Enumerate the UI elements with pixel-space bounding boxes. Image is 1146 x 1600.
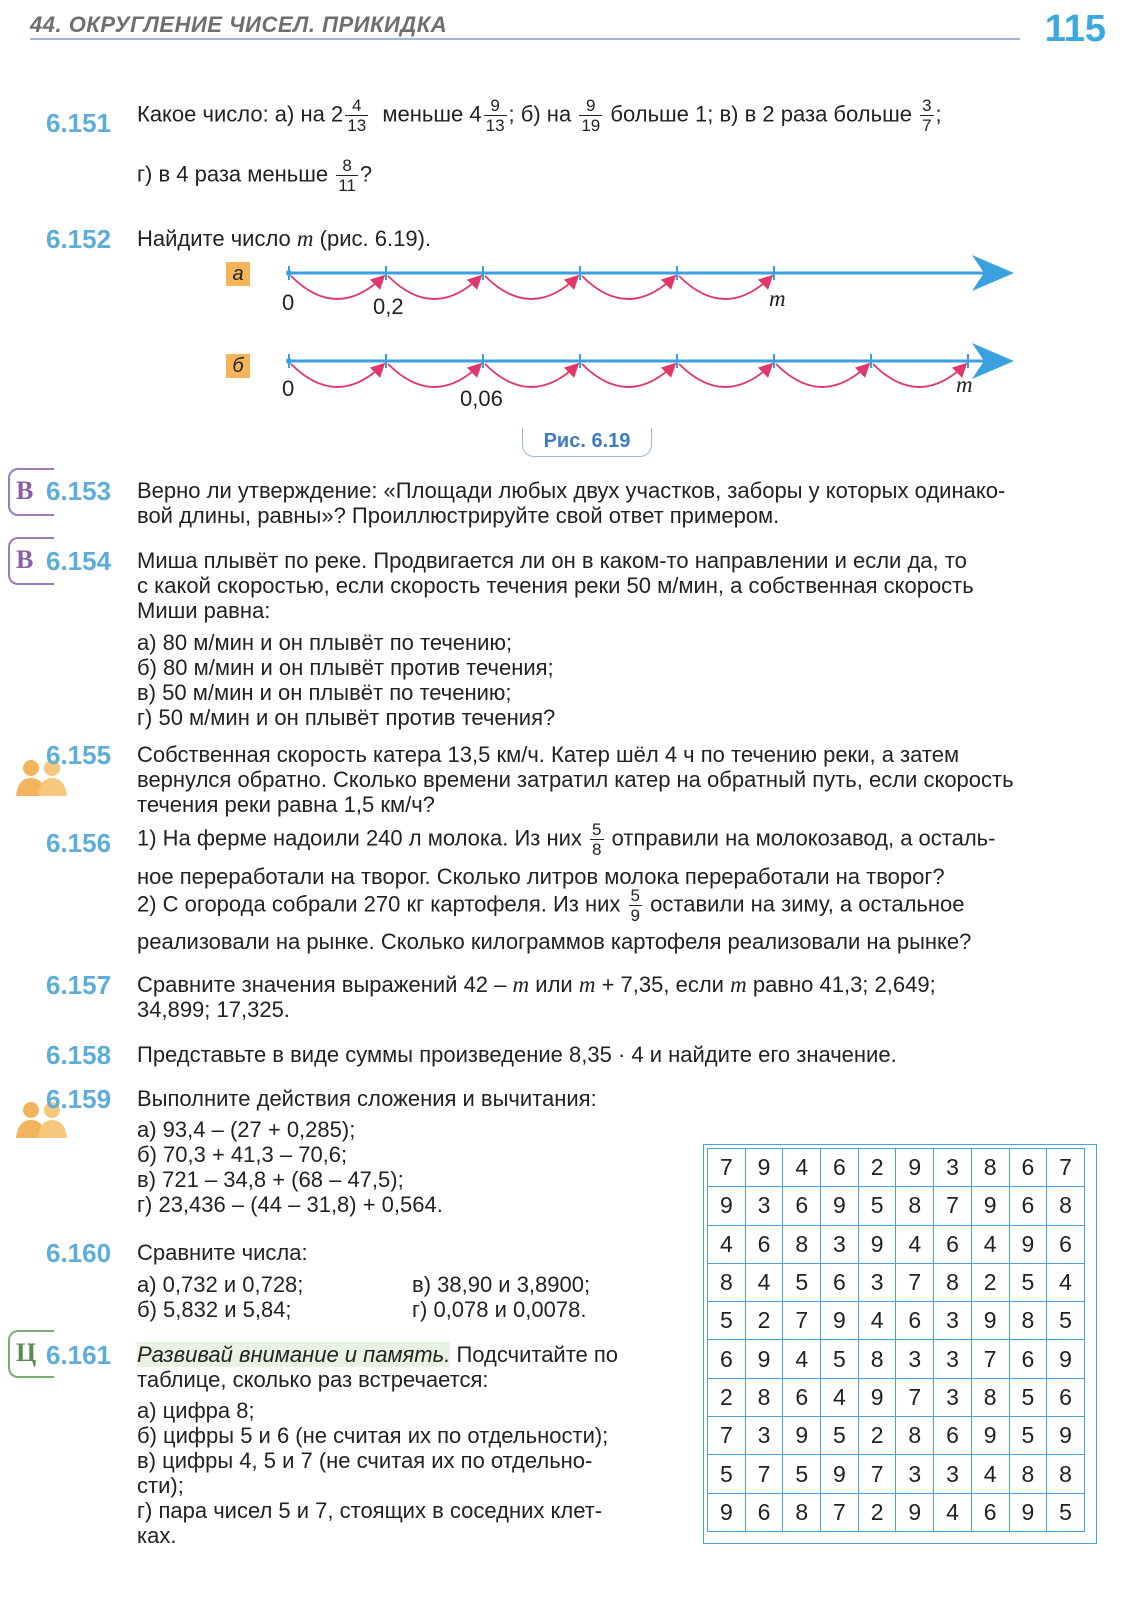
table-cell: 2 — [858, 1493, 896, 1531]
table-cell: 6 — [934, 1417, 972, 1455]
table-row — [708, 1493, 1085, 1531]
tick-label-a: 0,2 — [373, 294, 404, 319]
problem-number: 6.151 — [46, 108, 112, 138]
table-cell: 9 — [821, 1455, 859, 1493]
table-cell: 5 — [783, 1455, 821, 1493]
table-cell: 7 — [745, 1455, 783, 1493]
problem-6160-d: г) 0,078 и 0,0078. — [412, 1297, 587, 1322]
table-row — [708, 1302, 1085, 1340]
table-cell: 9 — [708, 1187, 746, 1225]
table-cell: 2 — [745, 1302, 783, 1340]
table-cell: 9 — [1047, 1417, 1085, 1455]
problem-6156-part2: 2) С огорода собрали 270 кг картофеля. Из них $\frac{5}{9}$ оставили на зиму, а остальное — [137, 886, 965, 925]
problem-number: 6.158 — [46, 1040, 112, 1070]
problem-6160-a: а) 0,732 и 0,728; — [137, 1272, 304, 1297]
table-cell: 3 — [745, 1187, 783, 1225]
table-cell: 9 — [971, 1187, 1009, 1225]
table-cell: 6 — [708, 1340, 746, 1378]
table-row — [708, 1340, 1085, 1378]
table-cell: 6 — [1009, 1340, 1047, 1378]
table-cell: 7 — [821, 1493, 859, 1531]
table-cell: 6 — [1047, 1225, 1085, 1263]
problem-6154-text: Миша плывёт по реке. Продвигается ли он в каком-то направлении и если да, то с какой скоростью, если скорость течения реки 50 м/мин, а собственная скорость Миши равна: а) 80 м/мин и он плывёт по течению; б) 80 м/мин и он плывёт против течения; в) 50 м/мин и он плывёт по течению; г) 50 м/мин и он плывёт против течения? — [137, 548, 974, 730]
fraction: $\frac{4}{13}$ — [347, 96, 367, 135]
page-number: 115 — [1044, 8, 1106, 50]
table-cell: 9 — [1009, 1493, 1047, 1531]
problem-6157-text: Сравните значения выражений 42 – m или m + 7,35, если m равно 41,3; 2,649; 34,899; 17,325. — [137, 972, 936, 1022]
table-row — [708, 1225, 1085, 1263]
table-cell: 6 — [783, 1378, 821, 1416]
problem-number: 6.154 — [46, 546, 112, 576]
table-cell: 7 — [896, 1378, 934, 1416]
table-cell: 8 — [858, 1340, 896, 1378]
arcs-a — [291, 276, 772, 299]
end-label-m-a: m — [769, 286, 786, 311]
table-cell: 9 — [896, 1149, 934, 1187]
problem-6156-part2-cont: реализовали на рынке. Сколько килограммов картофеля реализовали на рынке? — [137, 929, 972, 954]
digit-table — [707, 1148, 1085, 1532]
problem-6161-text: Развивай внимание и память. Подсчитайте по таблице, сколько раз встречается: а) цифра 8; б) цифры 5 и 6 (не считая их по отдельности); в) цифры 4, 5 и 7 (не считая их по отдельно- сти); г) пара чисел 5 и 7, стоящих в соседних клет- ках. — [137, 1342, 619, 1548]
difficulty-badge: В — [8, 468, 54, 516]
problem-number: 6.152 — [46, 224, 112, 254]
fraction: $\frac{5}{9}$ — [630, 886, 641, 925]
table-cell: 3 — [934, 1340, 972, 1378]
table-cell: 6 — [1047, 1378, 1085, 1416]
table-cell: 5 — [708, 1302, 746, 1340]
table-cell: 4 — [708, 1225, 746, 1263]
table-cell: 5 — [708, 1455, 746, 1493]
figure-label-a: а — [226, 262, 250, 286]
figure-label-b: б — [226, 354, 250, 378]
problem-6153-text: Верно ли утверждение: «Площади любых двух участков, заборы у которых одинако- вой длины, равны»? Проиллюстрируйте свой ответ примером. — [137, 478, 1006, 528]
table-cell: 6 — [896, 1302, 934, 1340]
problem-6156-part1-cont: ное переработали на творог. Сколько литров молока переработали на творог? — [137, 864, 945, 889]
table-row — [708, 1187, 1085, 1225]
table-cell: 8 — [783, 1225, 821, 1263]
table-cell: 8 — [745, 1378, 783, 1416]
table-cell: 8 — [1047, 1187, 1085, 1225]
table-cell: 7 — [896, 1263, 934, 1301]
table-cell: 5 — [1009, 1263, 1047, 1301]
table-cell: 7 — [858, 1455, 896, 1493]
table-cell: 9 — [971, 1302, 1009, 1340]
table-cell: 4 — [971, 1455, 1009, 1493]
table-cell: 6 — [1009, 1149, 1047, 1187]
fraction: $\frac{8}{11}$ — [338, 156, 356, 195]
table-cell: 9 — [858, 1378, 896, 1416]
problem-6160-intro: Сравните числа: — [137, 1240, 308, 1265]
table-cell: 9 — [821, 1187, 859, 1225]
table-cell: 5 — [821, 1417, 859, 1455]
table-cell: 2 — [708, 1378, 746, 1416]
problem-6160-c: в) 38,90 и 3,8900; — [412, 1272, 591, 1297]
table-row — [708, 1455, 1085, 1493]
table-cell: 5 — [783, 1263, 821, 1301]
table-row — [708, 1149, 1085, 1187]
table-cell: 4 — [821, 1378, 859, 1416]
tick-label-zero-b: 0 — [282, 376, 295, 401]
table-cell: 9 — [858, 1225, 896, 1263]
table-cell: 7 — [971, 1340, 1009, 1378]
table-cell: 5 — [858, 1187, 896, 1225]
problem-6158-text: Представьте в виде суммы произведение 8,35 · 4 и найдите его значение. — [137, 1042, 897, 1067]
table-cell: 6 — [745, 1225, 783, 1263]
tick-label-b: 0,06 — [460, 386, 503, 411]
table-cell: 3 — [745, 1417, 783, 1455]
fraction: $\frac{3}{7}$ — [922, 96, 932, 135]
table-cell: 4 — [745, 1263, 783, 1301]
table-cell: 6 — [821, 1149, 859, 1187]
table-cell: 3 — [821, 1225, 859, 1263]
table-cell: 9 — [896, 1493, 934, 1531]
table-cell: 8 — [934, 1263, 972, 1301]
table-cell: 3 — [896, 1455, 934, 1493]
problem-number: 6.153 — [46, 476, 112, 506]
problem-6160-b: б) 5,832 и 5,84; — [137, 1297, 292, 1322]
fraction: $\frac{9}{19}$ — [581, 96, 601, 135]
table-cell: 4 — [783, 1340, 821, 1378]
table-cell: 8 — [708, 1263, 746, 1301]
table-cell: 5 — [1047, 1493, 1085, 1531]
table-cell: 5 — [1047, 1302, 1085, 1340]
difficulty-badge: В — [8, 537, 54, 585]
table-cell: 7 — [934, 1187, 972, 1225]
chapter-title: 44. ОКРУГЛЕНИЕ ЧИСЕЛ. ПРИКИДКА — [30, 12, 448, 37]
problem-number: 6.156 — [46, 828, 112, 858]
end-label-m-b: m — [956, 372, 973, 397]
table-cell: 3 — [934, 1378, 972, 1416]
table-cell: 8 — [1009, 1455, 1047, 1493]
table-cell: 6 — [783, 1187, 821, 1225]
problem-number: 6.155 — [46, 740, 112, 770]
problem-number: 6.157 — [46, 970, 112, 1000]
fraction: $\frac{5}{8}$ — [592, 820, 602, 859]
table-cell: 7 — [708, 1417, 746, 1455]
table-cell: 4 — [971, 1225, 1009, 1263]
table-cell: 9 — [745, 1149, 783, 1187]
table-cell: 4 — [858, 1302, 896, 1340]
problem-6152-text: Найдите число m (рис. 6.19). — [137, 226, 432, 251]
table-cell: 9 — [783, 1417, 821, 1455]
number-line-figure — [0, 0, 1146, 420]
table-cell: 3 — [896, 1340, 934, 1378]
table-cell: 2 — [858, 1417, 896, 1455]
table-cell: 4 — [1047, 1263, 1085, 1301]
table-cell: 6 — [971, 1493, 1009, 1531]
table-row — [708, 1378, 1085, 1416]
problem-6151-line2: г) в 4 раза меньше $\frac{8}{11}$ ? — [137, 156, 373, 195]
table-cell: 3 — [858, 1263, 896, 1301]
problem-6151-line1: Какое число: а) на 2 $\frac{4}{13}$ меньше 4 $\frac{9}{13}$ ; б) на $\frac{9}{19}$ больше 1; в) в 2 раза больше $\frac{3}{7}$ ; — [137, 96, 942, 135]
table-cell: 4 — [934, 1493, 972, 1531]
tick-label-zero-a: 0 — [282, 290, 295, 315]
figure-caption: Рис. 6.19 — [522, 428, 652, 457]
table-cell: 2 — [858, 1149, 896, 1187]
problem-6155-text: Собственная скорость катера 13,5 км/ч. Катер шёл 4 ч по течению реки, а затем вернулся обратно. Сколько времени затратил катер на обратный путь, если скорость течения реки равна 1,5 км/ч? — [137, 742, 1014, 817]
table-cell: 4 — [783, 1149, 821, 1187]
table-cell: 8 — [896, 1417, 934, 1455]
table-cell: 9 — [821, 1302, 859, 1340]
table-cell: 9 — [971, 1417, 1009, 1455]
table-row — [708, 1417, 1085, 1455]
table-cell: 8 — [896, 1187, 934, 1225]
table-cell: 5 — [1009, 1378, 1047, 1416]
table-cell: 3 — [934, 1302, 972, 1340]
table-cell: 8 — [1047, 1455, 1085, 1493]
table-cell: 5 — [821, 1340, 859, 1378]
arcs-b — [291, 364, 966, 387]
table-cell: 4 — [896, 1225, 934, 1263]
table-cell: 9 — [708, 1493, 746, 1531]
table-cell: 6 — [934, 1225, 972, 1263]
table-cell: 6 — [1009, 1187, 1047, 1225]
problem-number: 6.159 — [46, 1084, 112, 1114]
problem-number: 6.160 — [46, 1238, 112, 1268]
table-cell: 9 — [745, 1340, 783, 1378]
table-cell: 8 — [1009, 1302, 1047, 1340]
table-cell: 7 — [783, 1302, 821, 1340]
problem-number: 6.161 — [46, 1340, 112, 1370]
table-cell: 6 — [745, 1493, 783, 1531]
table-cell: 7 — [708, 1149, 746, 1187]
table-cell: 6 — [821, 1263, 859, 1301]
table-row — [708, 1263, 1085, 1301]
table-cell: 2 — [971, 1263, 1009, 1301]
table-cell: 8 — [971, 1149, 1009, 1187]
fraction: $\frac{9}{13}$ — [485, 96, 505, 135]
difficulty-badge: Ц — [8, 1330, 54, 1378]
table-cell: 3 — [934, 1455, 972, 1493]
problem-6156-part1: 1) На ферме надоили 240 л молока. Из них $\frac{5}{8}$ отправили на молокозавод, а осталь- — [137, 820, 996, 859]
table-cell: 5 — [1009, 1417, 1047, 1455]
table-cell: 9 — [1047, 1340, 1085, 1378]
table-cell: 9 — [1009, 1225, 1047, 1263]
table-cell: 8 — [783, 1493, 821, 1531]
table-cell: 3 — [934, 1149, 972, 1187]
problem-6159-text: Выполните действия сложения и вычитания: а) 93,4 – (27 + 0,285); б) 70,3 + 41,3 – 70,6; в) 721 – 34,8 + (68 – 47,5); г) 23,436 – (44 – 31,8) + 0,564. — [137, 1086, 597, 1217]
table-cell: 8 — [971, 1378, 1009, 1416]
table-cell: 7 — [1047, 1149, 1085, 1187]
